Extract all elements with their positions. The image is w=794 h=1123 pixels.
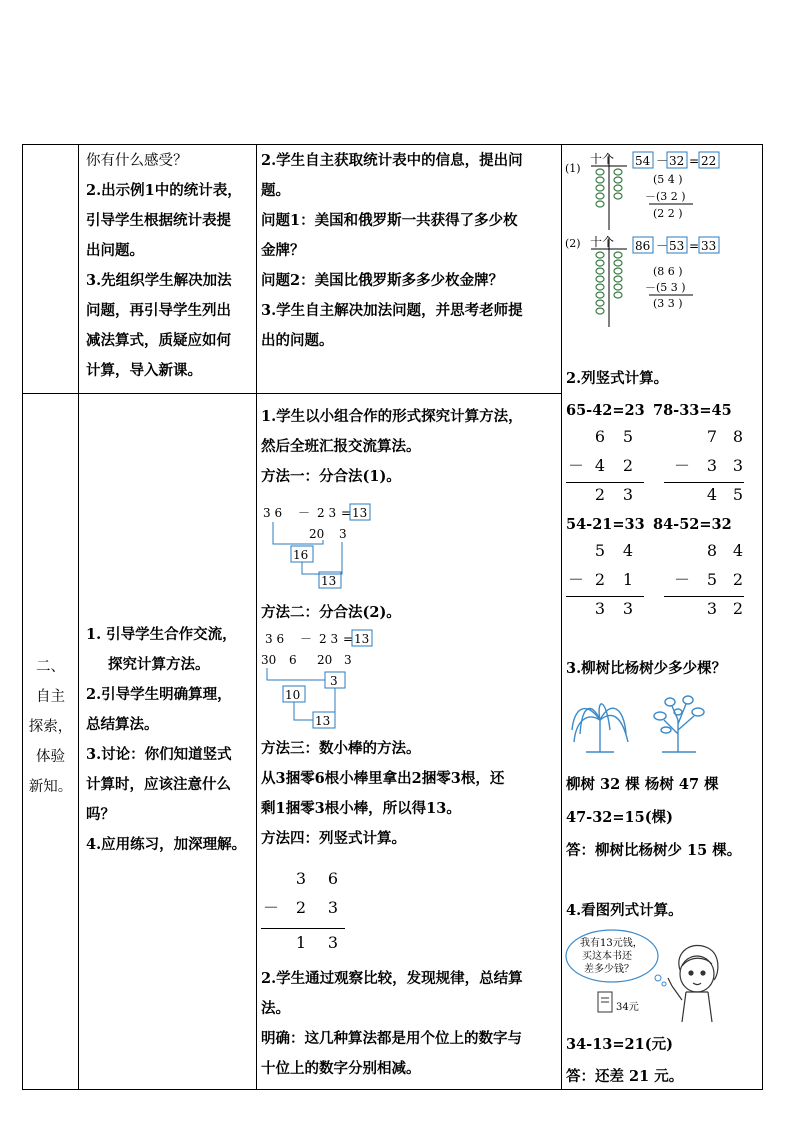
bubble-line1: 我有13元钱， — [580, 938, 643, 949]
abacus2-label: (2) — [565, 237, 581, 250]
fig2-part3: 20 — [317, 653, 333, 667]
abacus1-op: － — [656, 154, 669, 168]
fig2-step3: 13 — [315, 714, 331, 728]
abacus2-minuend: 86 — [635, 239, 651, 253]
bubble-line2: 买这本书还 — [582, 951, 632, 962]
fig2-part4: 3 — [344, 653, 352, 667]
q2-vertical1: 6 5 － 4 2 2 3 — [566, 422, 646, 512]
fig2-step2: 10 — [285, 688, 301, 702]
poplar-tree-icon — [654, 696, 704, 752]
q4-answer: 34-13=21(元) 答：还差 21 元。 — [566, 1036, 684, 1085]
q2-title: 2.列竖式计算。 — [566, 370, 669, 387]
method2-diagram — [261, 628, 386, 736]
row2-methods3-4: 方法三：数小棒的方法。 从3捆零6根小棒里拿出2捆零3根，还 剩1捆零3根小棒，所以得13。 方法四：列竖式计算。 — [261, 740, 505, 847]
q4-title: 4.看图列式计算。 — [566, 902, 683, 919]
row2-student-intro: 1.学生以小组合作的形式探究计算方法， 然后全班汇报交流算法。 方法一：分合法(1)。 — [261, 408, 523, 485]
row-divider — [23, 393, 561, 394]
abacus2-work2: －(5 3 ) — [645, 281, 686, 294]
row1-student-text: 2.学生自主获取统计表中的信息，提出问 题。 问题1：美国和俄罗斯一共获得了多少枚 金牌？ 问题2：美国比俄罗斯多多少枚金牌？ 3.学生自主解决加法问题，并思考老师提 出的问题。 — [261, 152, 523, 349]
abacus1-result: 22 — [701, 154, 717, 168]
abacus1-work2: －(3 2 ) — [645, 190, 686, 203]
book-price: 34元 — [616, 1002, 639, 1013]
q3-answer: 柳树 32 棵 杨树 47 棵 47-32=15(棵) 答：柳树比杨树少 15 棵。 — [566, 776, 742, 859]
method1-diagram — [261, 502, 381, 594]
fig2-op: － — [300, 632, 313, 646]
q2-vertical-calcs — [566, 396, 761, 628]
abacus1-minuend: 54 — [635, 154, 651, 168]
abacus-exercise-1 — [565, 150, 755, 232]
fig2-result: 13 — [354, 632, 370, 646]
fig1-a: 3 6 — [263, 506, 283, 520]
abacus2-header: 十个 — [590, 235, 615, 249]
abacus1-work1: (5 4 ) — [653, 173, 683, 186]
q2-vertical4: 8 4 － 5 2 3 2 — [662, 536, 742, 626]
fig1-b: 2 3 — [317, 506, 337, 520]
abacus2-result: 33 — [701, 239, 717, 253]
fig1-op: － — [298, 506, 311, 520]
abacus2-eq: = — [689, 239, 700, 253]
bubble-line3: 差多少钱？ — [584, 964, 634, 975]
fig1-step2: 13 — [321, 574, 337, 588]
section-label: 二、 自主 探索， 体验 新知。 — [28, 659, 73, 795]
q2-eq4: 84-52=32 — [653, 516, 732, 533]
fig2-connector2 — [294, 702, 313, 720]
fig2-eq: = — [343, 632, 354, 646]
fig2-b: 2 3 — [319, 632, 339, 646]
abacus1-work3: (2 2 ) — [653, 207, 683, 220]
fig2-part1: 30 — [261, 653, 277, 667]
fig2-a: 3 6 — [265, 632, 285, 646]
girl-thinking-illustration — [562, 926, 726, 1026]
fig1-step1: 16 — [293, 548, 309, 562]
col-divider — [256, 145, 257, 1089]
method2-title: 方法二：分合法(2)。 — [261, 604, 401, 621]
fig1-result: 13 — [352, 506, 368, 520]
q2-eq1: 65-42=23 — [566, 402, 645, 419]
q3-title: 3.柳树比杨树少多少棵？ — [566, 660, 727, 677]
q2-vertical2: 7 8 － 3 3 4 5 — [662, 422, 742, 512]
fig2-part2: 6 — [289, 653, 297, 667]
abacus1-subtrahend: 32 — [669, 154, 685, 168]
fig1-split1: 20 — [309, 527, 325, 541]
girl-icon — [668, 945, 718, 1022]
q2-eq2: 78-33=45 — [653, 402, 732, 419]
abacus-exercise-2 — [565, 235, 755, 330]
row2-summary: 2.学生通过观察比较，发现规律，总结算 法。 明确：这几种算法都是用个位上的数字与 十位上的数字分别相减。 — [261, 970, 523, 1077]
abacus1-eq: = — [689, 154, 700, 168]
method4-vertical: 3 6 － 2 3 1 3 — [261, 864, 351, 960]
abacus1-header: 十个 — [590, 152, 615, 166]
col-divider — [78, 145, 79, 1089]
willow-tree-icon — [572, 704, 628, 752]
fig1-eq: = — [341, 506, 352, 520]
fig2-connector1 — [267, 668, 325, 680]
row2-teacher-text: 1. 引导学生合作交流， 探究计算方法。 2.引导学生明确算理， 总结算法。 3.讨论：你们知道竖式 计算时，应该注意什么 吗？ 4.应用练习，加深理解。 — [86, 626, 247, 853]
row1-teacher-text: 你有什么感受？ 2.出示例1中的统计表， 引导学生根据统计表提 出问题。 3.先组织学生解决加法 问题，再引导学生列出 减法算式，质疑应如何 计算，导入新课。 — [86, 153, 242, 379]
abacus2-work1: (8 6 ) — [653, 265, 683, 278]
q2-vertical3: 5 4 － 2 1 3 3 — [566, 536, 646, 626]
fig2-step1: 3 — [330, 674, 338, 688]
fig1-split2: 3 — [339, 527, 347, 541]
abacus2-subtrahend: 53 — [669, 239, 685, 253]
abacus2-op: － — [656, 239, 669, 253]
trees-illustration — [566, 690, 716, 756]
q2-eq3: 54-21=33 — [566, 516, 645, 533]
abacus2-work3: (3 3 ) — [653, 297, 683, 310]
abacus1-label: (1) — [565, 162, 581, 175]
